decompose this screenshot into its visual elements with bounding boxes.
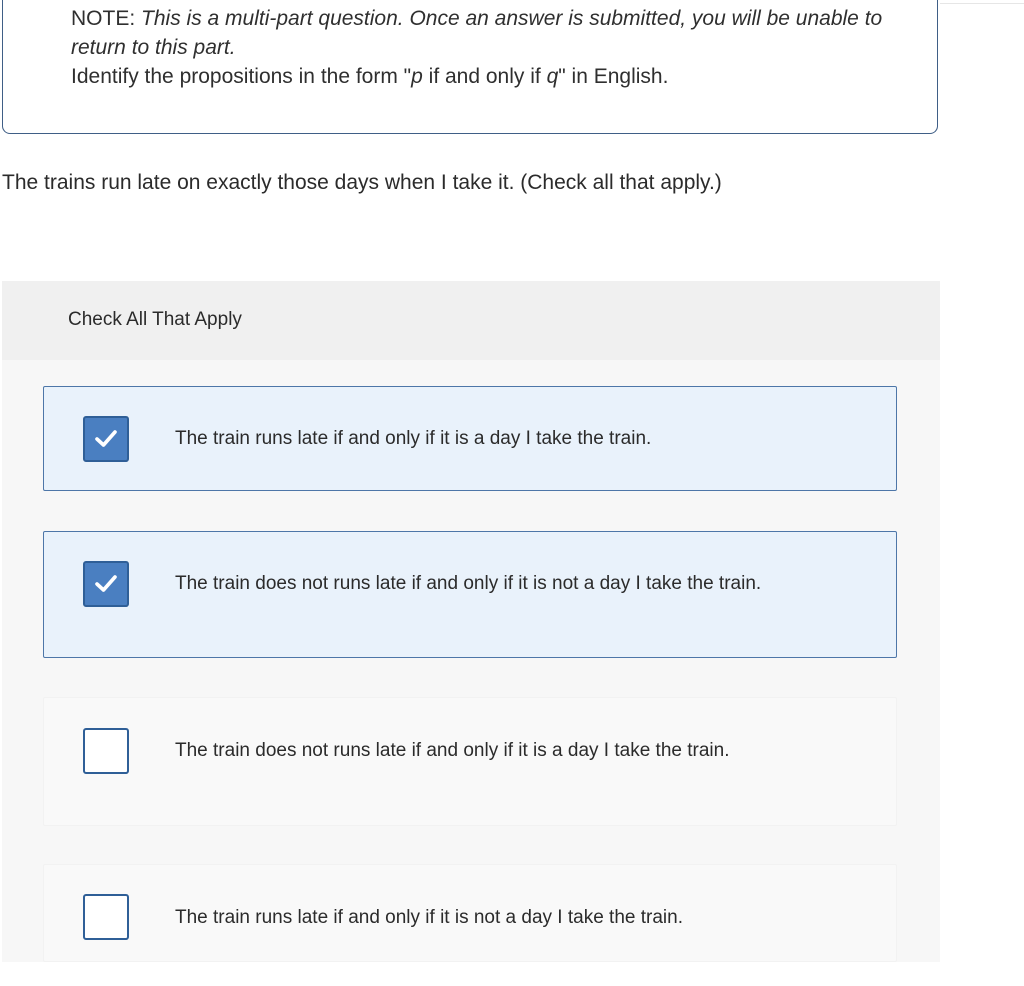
note-italic: This is a multi-part question. Once an answer is submitted, you will be unable to return to this part. <box>71 7 883 59</box>
divider <box>940 3 1024 4</box>
option-2[interactable] <box>43 531 897 658</box>
note-prefix: NOTE: <box>71 7 142 30</box>
check-all-panel <box>2 281 940 962</box>
note-instruction-start: Identify the propositions in the form " <box>71 65 412 88</box>
option-label: The train does not runs late if and only if it is a day I take the train. <box>175 740 730 761</box>
option-label: The train runs late if and only if it is a day I take the train. <box>175 428 652 449</box>
note-box <box>2 0 938 134</box>
note-instruction-mid: if and only if <box>422 65 547 88</box>
option-1[interactable] <box>43 386 897 491</box>
checkbox-option-3[interactable] <box>83 728 129 774</box>
note-instruction-end: " in English. <box>558 65 669 88</box>
check-all-header <box>2 281 940 360</box>
checkbox-option-1[interactable] <box>83 416 129 462</box>
option-label: The train runs late if and only if it is not a day I take the train. <box>175 907 683 928</box>
checkmark-icon <box>94 428 118 450</box>
checkbox-option-2[interactable] <box>83 561 129 607</box>
option-label: The train does not runs late if and only if it is not a day I take the train. <box>175 573 762 594</box>
var-p: p <box>411 65 423 88</box>
note-text <box>71 4 931 91</box>
option-3[interactable] <box>43 697 897 826</box>
check-all-header-label: Check All That Apply <box>68 309 242 330</box>
option-4[interactable] <box>43 864 897 962</box>
checkmark-icon <box>94 573 118 595</box>
question-text: The trains run late on exactly those days when I take it. (Check all that apply.) <box>2 171 722 194</box>
var-q: q <box>546 65 559 88</box>
checkbox-option-4[interactable] <box>83 894 129 940</box>
